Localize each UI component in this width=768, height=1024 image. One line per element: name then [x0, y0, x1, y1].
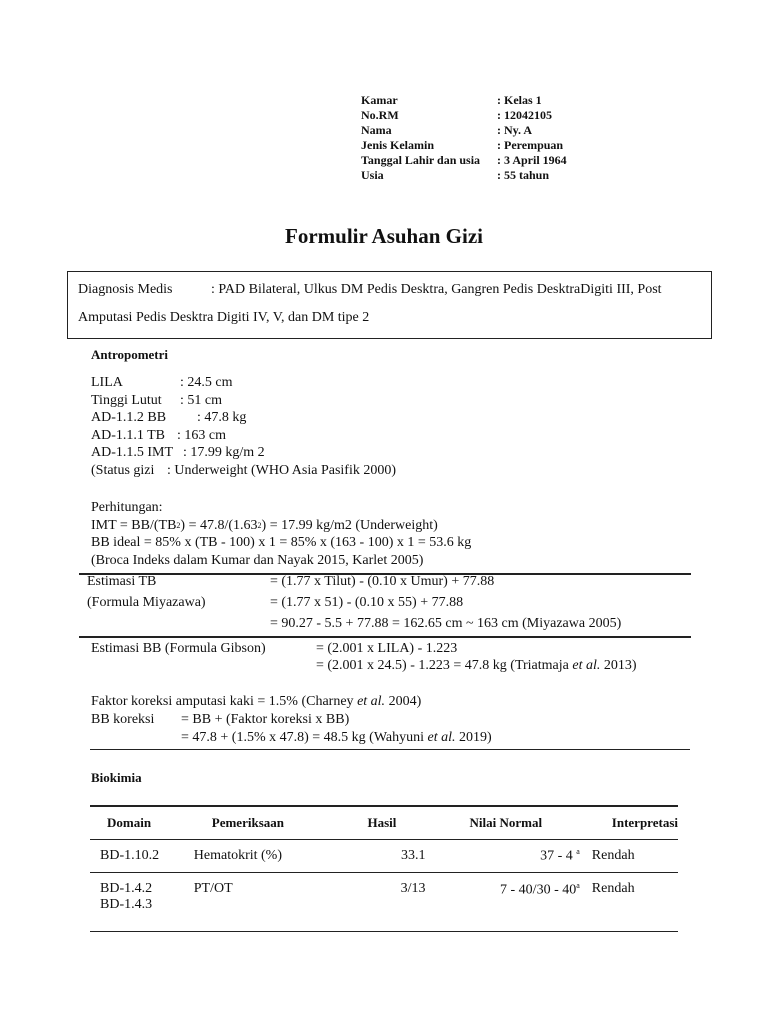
- identity-label: No.RM: [361, 108, 399, 122]
- imt-part-b: ) = 47.8/(1.63: [180, 517, 258, 533]
- estimasi-tb-formula-name: (Formula Miyazawa): [87, 595, 206, 610]
- identity-label: Tanggal Lahir dan usia: [361, 153, 481, 167]
- footnote-mark: a: [576, 847, 580, 857]
- column-header: Hasil: [352, 806, 454, 840]
- et-al: et al.: [357, 694, 386, 709]
- imt-sup: 2: [176, 520, 181, 530]
- identity-row: [361, 138, 567, 153]
- identity-value: : 55 tahun: [497, 168, 550, 182]
- faktor-koreksi-text: Faktor koreksi amputasi kaki = 1.5% (Charney: [91, 694, 358, 709]
- section-heading-biokimia: Biokimia: [91, 770, 142, 785]
- bb-koreksi-text: = 47.8 + (1.5% x 47.8) = 48.5 kg (Wahyuni: [181, 730, 428, 745]
- estimasi-bb-line-1: = (2.001 x LILA) - 1.223: [316, 641, 458, 656]
- cell-domain: [90, 873, 194, 932]
- normal-value: 7 - 40/30 - 40: [500, 882, 577, 898]
- estimasi-bb-text: = (2.001 x 24.5) - 1.223 = 47.8 kg (Triatmaja: [316, 658, 573, 673]
- estimasi-bb-year: 2013): [600, 658, 637, 673]
- estimasi-bb-label: Estimasi BB (Formula Gibson): [91, 641, 266, 656]
- page-title: Formulir Asuhan Gizi: [285, 224, 483, 248]
- faktor-koreksi-line: [91, 694, 421, 710]
- estimasi-tb-line-3: = 90.27 - 5.5 + 77.88 = 162.65 cm ~ 163 cm (Miyazawa 2005): [270, 616, 622, 631]
- cell-interpretasi: Rendah: [592, 873, 678, 932]
- estimasi-tb-label: Estimasi TB: [87, 574, 157, 589]
- antropometri-item: [91, 444, 396, 462]
- perhitungan-label: Perhitungan:: [91, 500, 163, 515]
- cell-nilai-normal: [454, 840, 592, 873]
- section-heading-antropometri: Antropometri: [91, 347, 169, 362]
- identity-value: : 12042105: [497, 108, 552, 122]
- imt-formula: [91, 517, 471, 535]
- antropometri-label: LILA: [91, 375, 123, 390]
- diagnosis-text-2: Amputasi Pedis Desktra Digiti IV, V, dan DM tipe 2: [78, 310, 370, 325]
- antropometri-value: : 163 cm: [177, 427, 226, 443]
- perhitungan-block: [91, 499, 471, 569]
- divider: [79, 636, 691, 638]
- diagnosis-line-1: [78, 276, 701, 304]
- table-row: [90, 840, 678, 873]
- antropometri-item: [91, 427, 396, 445]
- bb-koreksi-label: BB koreksi: [91, 712, 155, 727]
- broca-reference: (Broca Indeks dalam Kumar dan Nayak 2015, Karlet 2005): [91, 552, 424, 568]
- domain-code: BD-1.4.3: [100, 897, 153, 912]
- estimasi-tb-line-2: = (1.77 x 51) - (0.10 x 55) + 77.88: [270, 595, 464, 610]
- identity-value: : Perempuan: [497, 138, 564, 152]
- identity-row: [361, 108, 567, 123]
- antropometri-label: (Status gizi: [91, 462, 155, 478]
- diagnosis-text-1: : PAD Bilateral, Ulkus DM Pedis Desktra, Gangren Pedis DesktraDigiti III, Post: [211, 282, 662, 297]
- estimasi-tb-line-1: = (1.77 x Tilut) - (0.10 x Umur) + 77.88: [270, 574, 495, 589]
- antropometri-list: [91, 374, 396, 479]
- cell-pemeriksaan: PT/OT: [194, 873, 352, 932]
- et-al: et al.: [427, 730, 456, 745]
- divider: [90, 749, 690, 750]
- biokimia-table: [90, 805, 678, 932]
- table-row: [90, 873, 678, 932]
- antropometri-value: : 17.99 kg/m 2: [183, 445, 265, 460]
- cell-nilai-normal: [454, 873, 592, 932]
- identity-row: [361, 123, 567, 138]
- column-header: Nilai Normal: [454, 806, 592, 840]
- antropometri-label: AD-1.1.5 IMT: [91, 445, 174, 460]
- bb-koreksi-line-2: [181, 730, 492, 746]
- identity-label: Nama: [361, 123, 392, 137]
- cell-pemeriksaan: Hematokrit (%): [194, 840, 352, 873]
- column-header: Domain: [90, 806, 194, 840]
- antropometri-item: [91, 374, 396, 392]
- bb-koreksi-year: 2019): [455, 730, 492, 745]
- identity-value: : Kelas 1: [497, 93, 542, 107]
- imt-part-c: ) = 17.99 kg/m2 (Underweight): [261, 517, 438, 533]
- cell-interpretasi: Rendah: [592, 840, 678, 873]
- identity-label: Kamar: [361, 93, 398, 107]
- cell-domain: BD-1.10.2: [90, 840, 194, 873]
- diagnosis-label: Diagnosis Medis: [78, 282, 173, 297]
- column-header: Pemeriksaan: [194, 806, 352, 840]
- estimasi-bb-line-2: [316, 658, 637, 674]
- antropometri-value: : 47.8 kg: [197, 410, 247, 425]
- domain-code: BD-1.4.2: [100, 881, 153, 896]
- antropometri-value: : 24.5 cm: [180, 375, 233, 390]
- et-al: et al.: [572, 658, 601, 673]
- cell-hasil: 3/13: [352, 873, 454, 932]
- bb-koreksi-line-1: = BB + (Faktor koreksi x BB): [181, 712, 350, 727]
- identity-row: [361, 93, 567, 108]
- footnote-mark: a: [576, 881, 580, 890]
- antropometri-item: [91, 462, 396, 480]
- identity-label: Jenis Kelamin: [361, 138, 435, 152]
- faktor-koreksi-year: 2004): [385, 694, 422, 709]
- column-header: Interpretasi: [592, 806, 678, 840]
- antropometri-label: AD-1.1.2 BB: [91, 410, 167, 425]
- antropometri-value: : Underweight (WHO Asia Pasifik 2000): [167, 462, 397, 478]
- antropometri-label: Tinggi Lutut: [91, 392, 162, 408]
- antropometri-value: : 51 cm: [180, 392, 222, 408]
- cell-hasil: 33.1: [352, 840, 454, 873]
- table-header-row: [90, 806, 678, 840]
- patient-identity: [361, 93, 567, 183]
- identity-value: : 3 April 1964: [497, 153, 567, 167]
- identity-row: [361, 153, 567, 168]
- identity-value: : Ny. A: [497, 123, 533, 137]
- bb-ideal-formula: BB ideal = 85% x (TB - 100) x 1 = 85% x (163 - 100) x 1 = 53.6 kg: [91, 535, 472, 550]
- identity-row: [361, 168, 567, 183]
- identity-label: Usia: [361, 168, 384, 182]
- imt-part-a: IMT = BB/(TB: [91, 517, 177, 533]
- normal-value: 37 - 4: [540, 848, 577, 864]
- imt-sup: 2: [257, 520, 262, 530]
- diagnosis-box: [67, 271, 712, 339]
- antropometri-item: [91, 392, 396, 410]
- antropometri-label: AD-1.1.1 TB: [91, 427, 166, 443]
- antropometri-item: [91, 409, 396, 427]
